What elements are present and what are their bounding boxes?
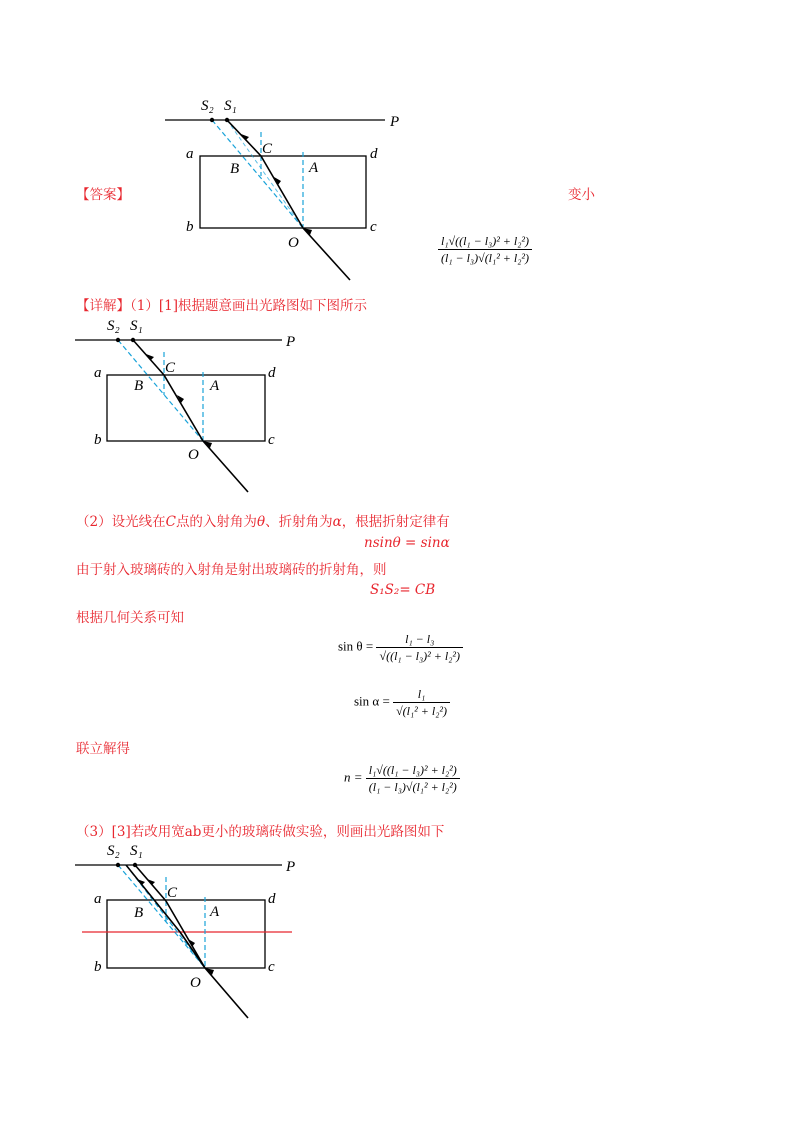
label-d: d bbox=[268, 365, 276, 381]
dashed-ray-s2 bbox=[118, 865, 205, 968]
optics-diagram-1 bbox=[150, 90, 410, 290]
part2-point-c: C bbox=[165, 514, 176, 530]
answer-formula-num: l₁√((l₁ − l₃)² + l₂²) bbox=[441, 234, 529, 248]
label-a: a bbox=[94, 365, 102, 381]
part2-mid2: 、折射角为 bbox=[265, 514, 333, 530]
label-B: B bbox=[230, 161, 240, 177]
label-O: O bbox=[288, 235, 299, 251]
label-s1: S₁ bbox=[130, 318, 143, 334]
incident-ray bbox=[205, 968, 248, 1018]
part1-text: （1）[1]根据题意画出光路图如下图所示 bbox=[130, 298, 367, 314]
label-B: B bbox=[134, 378, 144, 394]
snell-equation: nsinθ = sinα bbox=[364, 535, 450, 551]
sin-theta-num: l₁ − l₃ bbox=[405, 632, 435, 646]
refracted-ray bbox=[166, 901, 205, 968]
geometry-line: 根据几何关系可知 bbox=[76, 610, 184, 626]
point-s2 bbox=[116, 338, 120, 342]
label-b: b bbox=[186, 219, 194, 235]
sin-alpha-formula bbox=[354, 686, 450, 719]
label-A: A bbox=[309, 160, 319, 176]
label-s2: S₂ bbox=[107, 843, 120, 859]
n-den: (l₁ − l₃)√(l₁² + l₂²) bbox=[368, 780, 457, 794]
label-p: P bbox=[390, 114, 400, 130]
label-a: a bbox=[94, 891, 102, 907]
glass-brick bbox=[200, 156, 366, 228]
label-B: B bbox=[134, 905, 144, 921]
sin-alpha-lhs: sin α = bbox=[354, 693, 390, 709]
label-O: O bbox=[188, 447, 199, 463]
label-A: A bbox=[210, 904, 220, 920]
emergent-ray bbox=[133, 340, 164, 375]
label-p: P bbox=[286, 859, 296, 875]
sin-theta-den: √((l₁ − l₃)² + l₂²) bbox=[379, 649, 460, 663]
optics-diagram-2 bbox=[60, 310, 320, 510]
dashed-ray-s2 bbox=[118, 340, 203, 441]
label-b: b bbox=[94, 432, 102, 448]
s1s2-equation: S₁S₂= CB bbox=[370, 582, 436, 598]
glass-brick bbox=[107, 375, 265, 441]
part2-prefix: （2）设光线在 bbox=[76, 514, 166, 530]
part2-alpha: α bbox=[332, 514, 342, 530]
part2-line bbox=[76, 510, 450, 530]
refracted-ray bbox=[261, 156, 303, 228]
point-s1 bbox=[225, 118, 229, 122]
label-s2: S₂ bbox=[201, 98, 214, 114]
refracted-ray bbox=[164, 375, 203, 441]
label-c: c bbox=[370, 219, 377, 235]
label-C: C bbox=[165, 360, 176, 376]
part3-line: （3）[3]若改用宽ab更小的玻璃砖做实验，则画出光路图如下 bbox=[76, 824, 445, 840]
reason-line: 由于射入玻璃砖的入射角是射出玻璃砖的折射角，则 bbox=[76, 562, 387, 578]
n-num: l₁√((l₁ − l₃)² + l₂²) bbox=[368, 763, 457, 777]
incident-ray bbox=[203, 441, 248, 492]
label-s2: S₂ bbox=[107, 318, 120, 334]
label-A: A bbox=[210, 378, 220, 394]
point-s1 bbox=[131, 338, 135, 342]
sin-alpha-num: l₁ bbox=[417, 687, 426, 701]
point-s2 bbox=[210, 118, 214, 122]
part2-mid: 点的入射角为 bbox=[175, 514, 257, 530]
label-d: d bbox=[370, 146, 378, 162]
label-C: C bbox=[167, 885, 178, 901]
sin-theta-formula bbox=[338, 631, 463, 664]
label-c: c bbox=[268, 959, 275, 975]
answer-formula bbox=[438, 233, 532, 266]
label-b: b bbox=[94, 959, 102, 975]
answer-2: 变小 bbox=[568, 187, 595, 203]
label-a: a bbox=[186, 146, 194, 162]
label-O: O bbox=[190, 975, 201, 991]
emergent-ray bbox=[227, 120, 261, 156]
label-s1: S₁ bbox=[130, 843, 143, 859]
optics-diagram-3 bbox=[60, 835, 320, 1035]
label-C: C bbox=[262, 141, 273, 157]
sin-alpha-den: √(l₁² + l₂²) bbox=[396, 704, 447, 718]
label-c: c bbox=[268, 432, 275, 448]
label-d: d bbox=[268, 891, 276, 907]
label-s1: S₁ bbox=[224, 98, 237, 114]
part2-suffix: ，根据折射定律有 bbox=[341, 514, 450, 530]
n-lhs: n = bbox=[344, 769, 363, 785]
point-s1 bbox=[133, 863, 137, 867]
combine-line: 联立解得 bbox=[76, 741, 130, 757]
point-s2 bbox=[116, 863, 120, 867]
label-p: P bbox=[286, 334, 296, 350]
answer-tag: 【答案】 bbox=[76, 187, 130, 203]
explanation-tag: 【详解】 bbox=[76, 298, 130, 314]
part2-theta: θ bbox=[256, 514, 266, 530]
dashed-ray-s2 bbox=[212, 120, 303, 228]
sin-theta-lhs: sin θ = bbox=[338, 638, 374, 654]
incident-ray bbox=[303, 228, 350, 280]
refracted-ray-narrow bbox=[180, 932, 205, 968]
answer-formula-den: (l₁ − l₃)√(l₁² + l₂²) bbox=[441, 251, 529, 265]
n-formula bbox=[344, 762, 460, 795]
